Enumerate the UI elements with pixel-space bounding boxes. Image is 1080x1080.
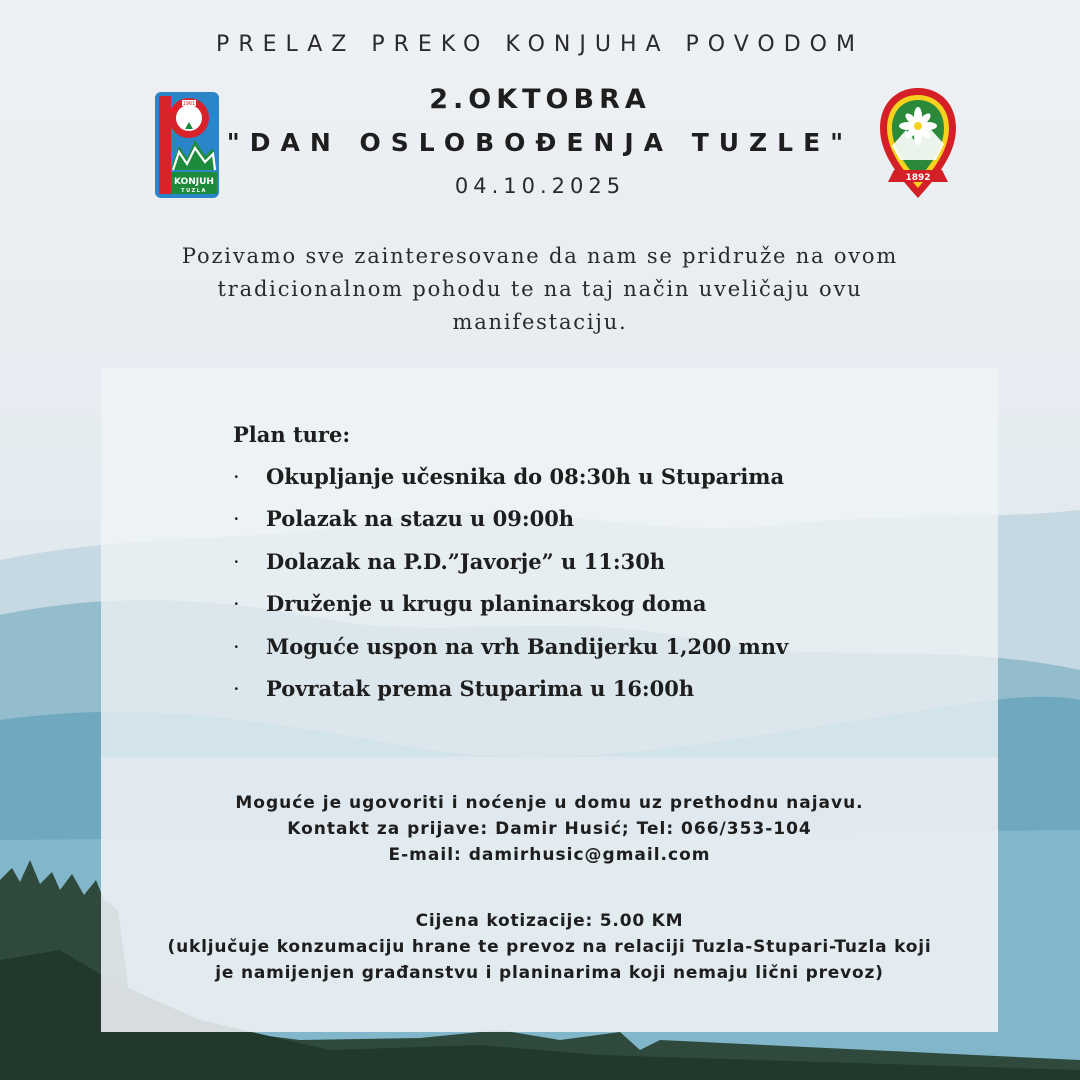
bullet-icon: ·	[233, 676, 240, 701]
planinarski-savez-fbih-emblem	[878, 86, 958, 202]
bullet-icon: ·	[233, 592, 240, 617]
price-note-line-2: je namijenjen građanstvu i planinarima koji nemaju lični prevoz)	[215, 963, 884, 983]
bullet-icon: ·	[233, 549, 240, 574]
konjuh-tuzla-logo	[155, 92, 219, 198]
svg-text:1892: 1892	[905, 173, 931, 183]
list-item: · Druženje u krugu planinarskog doma	[233, 589, 933, 631]
bullet-icon: ·	[233, 507, 240, 532]
header-line-1: PRELAZ PREKO KONJUHA POVODOM	[216, 32, 864, 57]
contact-email: E-mail: damirhusic@gmail.com	[388, 845, 711, 865]
event-date: 04.10.2025	[454, 174, 626, 198]
list-item: · Polazak na stazu u 09:00h	[233, 504, 933, 546]
plan-title: Plan ture:	[233, 422, 351, 447]
svg-text:KONJUH: KONJUH	[174, 177, 214, 187]
contact-info	[101, 790, 998, 868]
intro-paragraph: Pozivamo sve zainteresovane da nam se pridruže na ovom tradicionalnom pohodu te na taj način uveličaju ovu manifestaciju.	[181, 244, 899, 334]
list-item: · Povratak prema Stuparima u 16:00h	[233, 674, 933, 716]
tour-plan	[233, 420, 933, 716]
list-item: · Okupljanje učesnika do 08:30h u Stuparima	[233, 462, 933, 504]
bullet-icon: ·	[233, 465, 240, 489]
svg-text:1961: 1961	[182, 101, 196, 107]
header-line-2: 2.OKTOBRA	[429, 84, 651, 115]
accommodation-note: Moguće je ugovoriti i noćenje u domu uz prethodnu najavu.	[235, 793, 864, 813]
plan-list	[233, 462, 933, 716]
svg-text:TUZLA: TUZLA	[181, 188, 207, 194]
contact-person: Kontakt za prijave: Damir Husić; Tel: 066/353-104	[287, 819, 812, 839]
price-amount: Cijena kotizacije: 5.00 KM	[415, 911, 684, 931]
list-item: · Moguće uspon na vrh Bandijerku 1,200 mnv	[233, 632, 933, 674]
bullet-icon: ·	[233, 634, 240, 659]
list-item: · Dolazak na P.D.”Javorje” u 11:30h	[233, 547, 933, 589]
price-note-line-1: (uključuje konzumaciju hrane te prevoz na relaciji Tuzla-Stupari-Tuzla koji	[167, 937, 932, 957]
price-info	[101, 908, 998, 986]
header-line-3: "DAN OSLOBOĐENJA TUZLE"	[226, 128, 854, 157]
